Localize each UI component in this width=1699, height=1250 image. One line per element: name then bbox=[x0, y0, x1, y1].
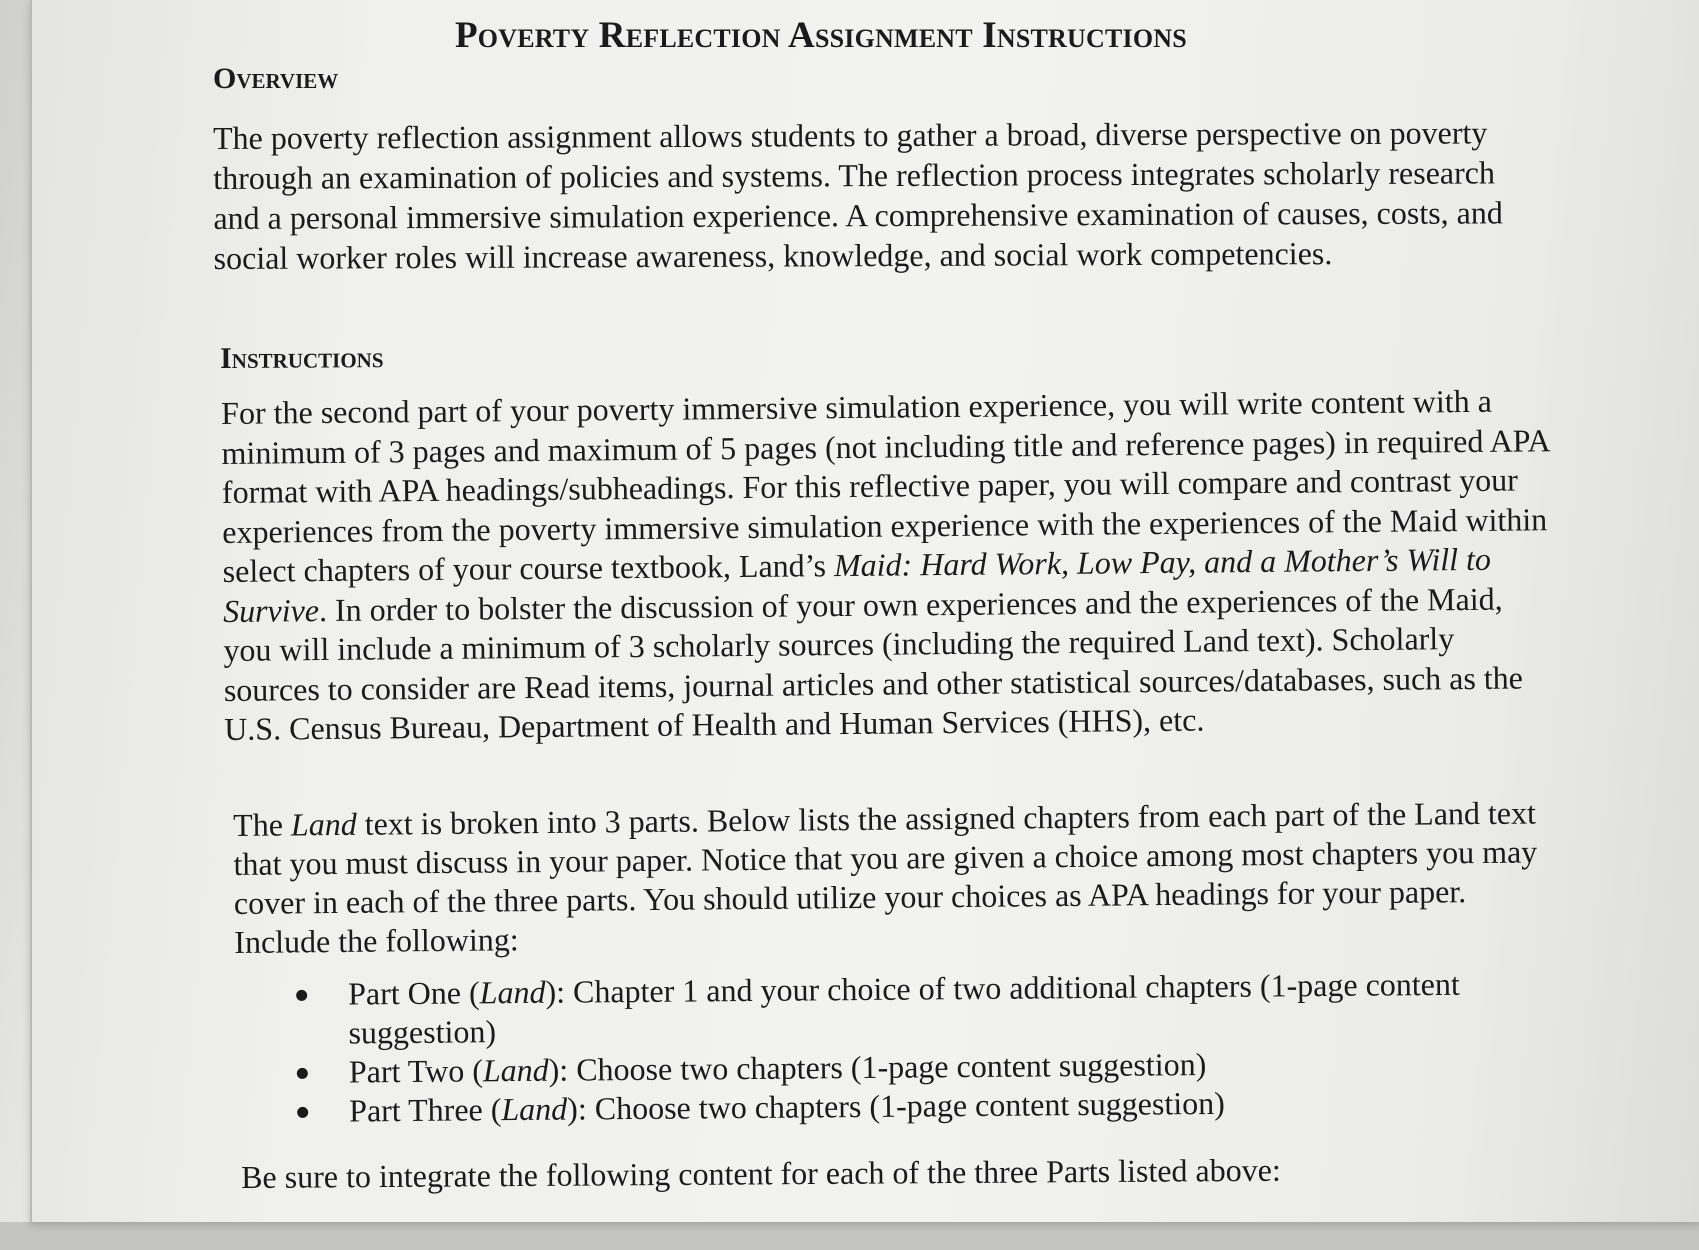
instructions-text-start: For the second part of your poverty immersive simulation experience, you will write content with a minimum of 3 pages and maximum of 5 pages (not including title and reference pages) in required APA format with APA headings/subheadings. For this reflective paper, you will compare and contrast your experiences from the poverty immersive simulation experience with the experiences of the Maid within select chapters of your course textbook, Land’s bbox=[221, 382, 1550, 589]
overview-heading: Overview bbox=[213, 62, 339, 95]
part-description: ): Choose two chapters (1-page content suggestion) bbox=[567, 1084, 1225, 1127]
part-label: Part Three ( bbox=[349, 1091, 502, 1129]
instructions-heading: Instructions bbox=[220, 341, 384, 375]
land-paragraph-start: The bbox=[233, 806, 292, 843]
document-title: Poverty Reflection Assignment Instructions bbox=[455, 15, 1187, 56]
land-paragraph-rest: text is broken into 3 parts. Below lists the assigned chapters from each part of the Land text that you must discuss in your paper. Notice that you are given a choice among most chapters you may cover in each of the three parts. You should utilize your choices as APA headings for your paper. Include the following: bbox=[233, 794, 1538, 960]
book-title: Maid: Hard Work, Low Pay, and a Mother’s Will to Survive bbox=[222, 540, 1492, 629]
land-italic: Land bbox=[290, 805, 357, 843]
land-italic: Land bbox=[479, 973, 546, 1011]
parts-list bbox=[290, 964, 1541, 1131]
list-item-text bbox=[348, 964, 1541, 1052]
part-description: ): Choose two chapters (1-page content suggestion) bbox=[548, 1046, 1207, 1088]
part-label: Part Two ( bbox=[348, 1052, 484, 1090]
overview-paragraph: The poverty reflection assignment allows students to gather a broad, diverse perspective on poverty through an examination of policies and systems. The reflection process integrates scholarly research and a personal immersive simulation experience. A comprehensive examination of causes, costs, and social worker roles will increase awareness, knowledge, and social work competencies. bbox=[213, 114, 1503, 276]
bullet-icon bbox=[296, 990, 307, 1001]
desk-surface bbox=[0, 1222, 1699, 1250]
closing-sentence: Be sure to integrate the following content for each of the three Parts listed above: bbox=[241, 1151, 1281, 1195]
land-italic: Land bbox=[482, 1051, 549, 1089]
list-item bbox=[290, 964, 1541, 1053]
part-label: Part One ( bbox=[348, 974, 480, 1012]
land-parts-paragraph bbox=[233, 793, 1556, 962]
part-description: ): Chapter 1 and your choice of two additional chapters (1-page content suggestion) bbox=[348, 965, 1460, 1051]
bullet-icon bbox=[297, 1107, 308, 1118]
bullet-icon bbox=[297, 1068, 308, 1079]
instructions-paragraph bbox=[221, 381, 1554, 749]
land-italic: Land bbox=[501, 1090, 568, 1128]
instructions-text-end: . In order to bolster the discussion of your own experiences and the experiences of the Maid, you will include a minimum of 3 scholarly sources (including the required Land text). Scholarly sources to consider are Read items, journal articles and other statistical sources/databases, such as the U.S. Census Bureau, Department of Health and Human Services (HHS), etc. bbox=[223, 580, 1524, 747]
